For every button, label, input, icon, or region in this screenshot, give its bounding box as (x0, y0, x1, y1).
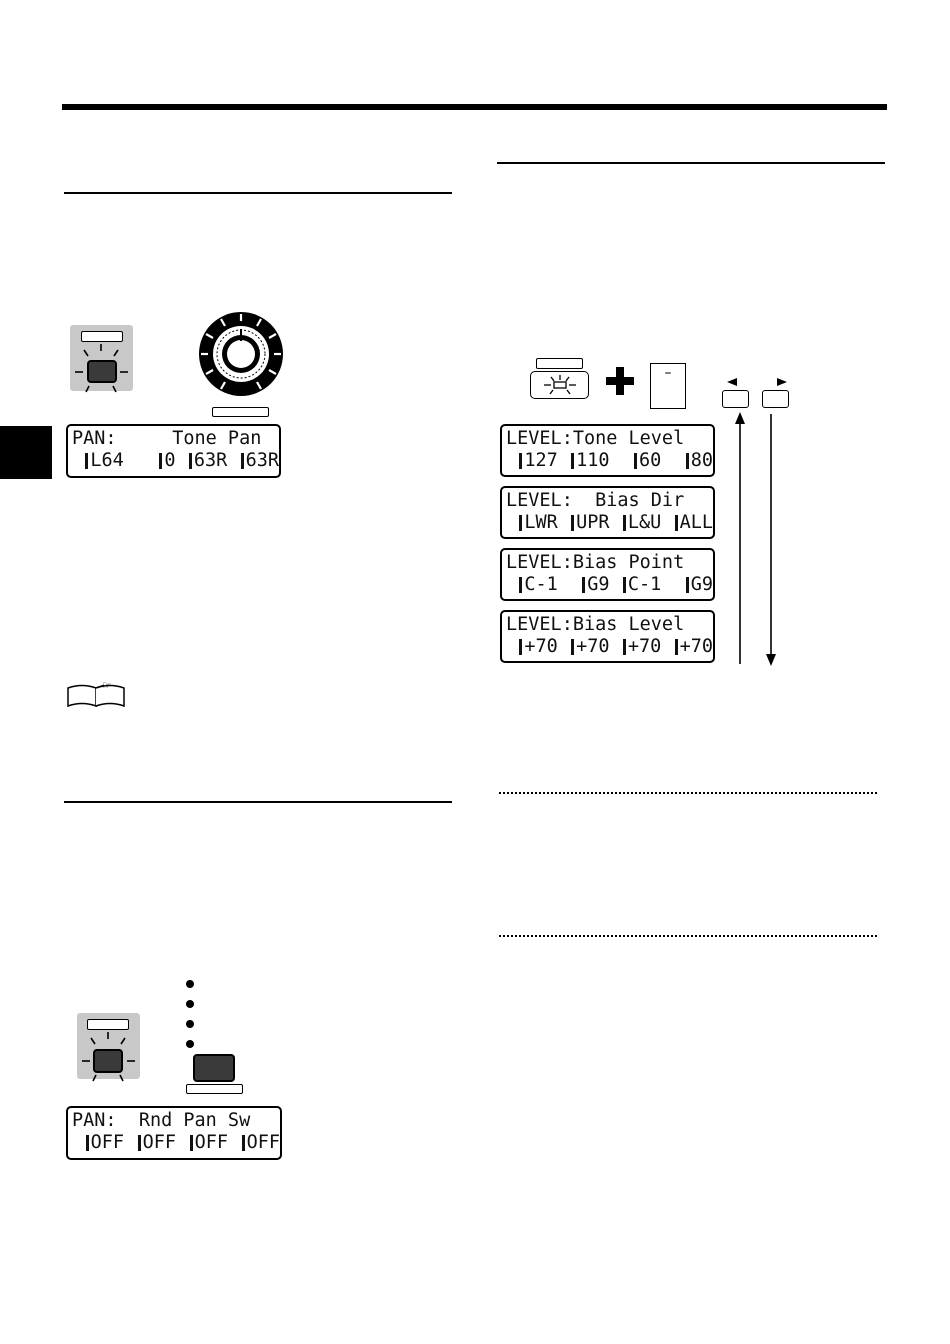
minus-key[interactable] (650, 363, 686, 409)
lcd-line-2 (506, 574, 713, 596)
navigation-arrows-icon (730, 412, 780, 667)
lcd-value: 0 (164, 450, 176, 471)
lcd-line-2 (506, 636, 713, 658)
cursor-left-button[interactable] (722, 390, 749, 408)
lcd-value: C-1 (627, 574, 662, 595)
level-button-label (536, 358, 583, 369)
plus-icon (606, 367, 634, 395)
lcd-value: +70 (679, 636, 713, 657)
lcd-value: OFF (194, 1132, 228, 1153)
blink-rays-icon (70, 344, 133, 394)
blink-rays-icon (77, 1032, 140, 1082)
pan-lcd (66, 424, 281, 478)
cursor-right-button[interactable] (762, 390, 789, 408)
level-lcd-2 (500, 486, 715, 539)
level-lcd-3 (500, 548, 715, 601)
lcd-value: 60 (638, 450, 662, 471)
lcd-value: G9 (690, 574, 713, 595)
dial-label (212, 407, 269, 417)
dotted-rule-1 (499, 792, 877, 794)
dotted-rule-2 (499, 935, 877, 937)
lcd-line-1: PAN: Tone Pan (72, 428, 262, 449)
lcd-value: OFF (90, 1132, 124, 1153)
lcd-value: ALL (679, 512, 713, 533)
lcd-value: +70 (524, 636, 558, 657)
lcd-line-1: LEVEL: Bias Dir (506, 490, 685, 511)
random-pan-button-label (186, 1084, 243, 1094)
lcd-value: OFF (142, 1132, 176, 1153)
pan-button-label (81, 331, 123, 342)
level-lcd-1 (500, 424, 715, 477)
header-rule (62, 104, 887, 110)
indicator-dot (186, 1020, 194, 1028)
blink-rays-icon (540, 374, 580, 396)
lcd-value: G9 (587, 574, 610, 595)
pointing-hand-icon: ☞ (102, 679, 112, 692)
lcd-value: 63R (245, 450, 279, 471)
lcd-value: +70 (576, 636, 610, 657)
lcd-line-1: LEVEL:Tone Level (506, 428, 685, 449)
value-dial-icon[interactable] (198, 311, 284, 397)
level-lcd-4 (500, 610, 715, 663)
lcd-value: +70 (627, 636, 662, 657)
indicator-dot (186, 1000, 194, 1008)
lcd-line-1: LEVEL:Bias Point (506, 552, 685, 573)
lcd-value: C-1 (524, 574, 558, 595)
lcd-value: 80 (690, 450, 713, 471)
lcd-value: 63R (193, 450, 228, 471)
lcd-value: L&U (627, 512, 662, 533)
lcd-line-1: LEVEL:Bias Level (506, 614, 685, 635)
triangle-right-icon (777, 378, 787, 386)
lcd-line-2 (506, 512, 713, 534)
chapter-tab (0, 426, 52, 479)
lcd-value: L64 (90, 450, 124, 471)
lcd-value: LWR (524, 512, 558, 533)
rnd-pan-lcd (66, 1106, 282, 1160)
section-rule-random-pan (64, 801, 452, 803)
lcd-line-2 (72, 450, 279, 472)
lcd-line-1: PAN: Rnd Pan Sw (72, 1110, 251, 1131)
lcd-value: UPR (576, 512, 610, 533)
random-pan-button[interactable] (193, 1054, 235, 1082)
indicator-dot (186, 1040, 194, 1048)
lcd-line-2 (506, 450, 713, 472)
section-rule-level (497, 162, 885, 164)
lcd-value: 127 (524, 450, 558, 471)
triangle-left-icon (727, 378, 737, 386)
lcd-value: OFF (246, 1132, 280, 1153)
lcd-value: 110 (576, 450, 610, 471)
minus-key-label: – (664, 365, 672, 381)
book-icon (66, 679, 136, 708)
section-rule-pan (64, 192, 452, 194)
pan-button-label-2 (87, 1019, 129, 1030)
indicator-dot (186, 980, 194, 988)
lcd-line-2 (72, 1132, 280, 1154)
